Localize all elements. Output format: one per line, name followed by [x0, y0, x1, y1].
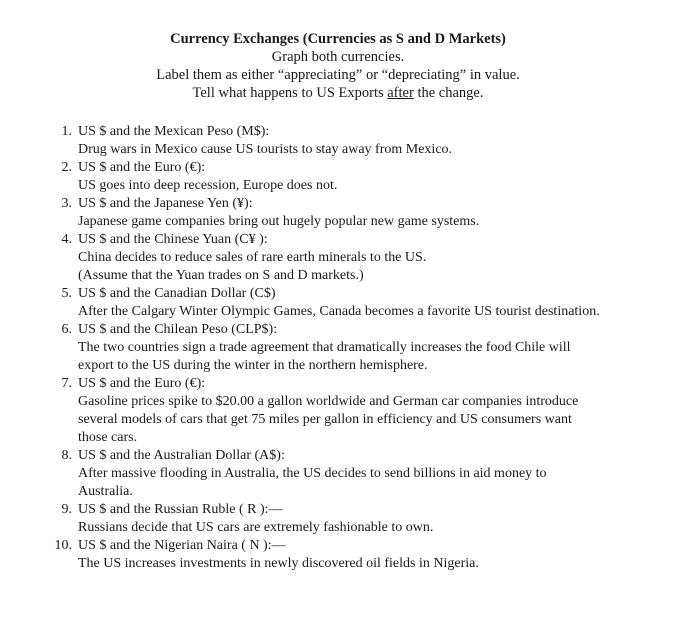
question-body [72, 321, 680, 375]
question-number: 3. [61, 196, 72, 211]
question-scenario-line: After the Calgary Winter Olympic Games, Canada becomes a favorite US tourist destination. [78, 304, 600, 319]
question-heading: US $ and the Mexican Peso (M$): [78, 124, 270, 139]
question-heading: US $ and the Euro (€): [78, 376, 206, 391]
question-body [72, 123, 680, 159]
question-number: 10. [54, 538, 72, 553]
question-item [20, 285, 680, 321]
question-scenario-line: Japanese game companies bring out hugely popular new game systems. [78, 214, 480, 229]
question-number: 1. [61, 124, 72, 139]
question-heading: US $ and the Chinese Yuan (C¥ ): [78, 232, 268, 247]
question-scenario-line: (Assume that the Yuan trades on S and D markets.) [78, 268, 364, 283]
question-scenario-line: After massive flooding in Australia, the US decides to send billions in aid money to [78, 466, 547, 481]
worksheet-title: Currency Exchanges (Currencies as S and D Markets) [170, 31, 506, 47]
question-body [72, 285, 680, 321]
instruction-exports-before: Tell what happens to US Exports [192, 85, 388, 101]
question-scenario-line: those cars. [78, 430, 138, 445]
question-item [20, 195, 680, 231]
question-item [20, 537, 680, 573]
question-scenario-line: Drug wars in Mexico cause US tourists to stay away from Mexico. [78, 142, 453, 157]
instruction-label: Label them as either “appreciating” or “depreciating” in value. [156, 67, 520, 83]
question-number: 4. [61, 232, 72, 247]
worksheet-header [0, 30, 676, 102]
question-body [72, 195, 680, 231]
question-item [20, 321, 680, 375]
question-scenario-line: several models of cars that get 75 miles per gallon in efficiency and US consumers want [78, 412, 572, 427]
question-scenario-line: The US increases investments in newly discovered oil fields in Nigeria. [78, 556, 479, 571]
instruction-graph: Graph both currencies. [271, 49, 405, 65]
question-item [20, 447, 680, 501]
question-list [20, 123, 680, 573]
question-heading: US $ and the Chilean Peso (CLP$): [78, 322, 278, 337]
question-scenario-line: export to the US during the winter in the northern hemisphere. [78, 358, 428, 373]
question-scenario-line: Gasoline prices spike to $20.00 a gallon worldwide and German car companies introduce [78, 394, 579, 409]
question-item [20, 159, 680, 195]
question-heading: US $ and the Japanese Yen (¥): [78, 196, 253, 211]
instruction-exports-after: the change. [413, 85, 484, 101]
question-body [72, 537, 680, 573]
instruction-exports [0, 84, 676, 102]
question-heading: US $ and the Euro (€): [78, 160, 206, 175]
question-heading: US $ and the Canadian Dollar (C$) [78, 286, 276, 301]
question-number: 6. [61, 322, 72, 337]
question-body [72, 501, 680, 537]
question-item [20, 501, 680, 537]
question-item [20, 375, 680, 447]
question-body [72, 375, 680, 447]
question-heading: US $ and the Australian Dollar (A$): [78, 448, 285, 463]
question-scenario-line: The two countries sign a trade agreement that dramatically increases the food Chile will [78, 340, 571, 355]
question-body [72, 447, 680, 501]
instruction-exports-underlined: after [387, 85, 414, 101]
question-scenario-line: US goes into deep recession, Europe does not. [78, 178, 338, 193]
question-body [72, 159, 680, 195]
question-number: 8. [61, 448, 72, 463]
question-heading: US $ and the Russian Ruble ( R ):— [78, 502, 283, 517]
question-item [20, 123, 680, 159]
question-scenario-line: China decides to reduce sales of rare earth minerals to the US. [78, 250, 427, 265]
question-number: 7. [61, 376, 72, 391]
question-scenario-line: Australia. [78, 484, 133, 499]
question-number: 5. [61, 286, 72, 301]
question-item [20, 231, 680, 285]
question-heading: US $ and the Nigerian Naira ( N ):— [78, 538, 286, 553]
question-body [72, 231, 680, 285]
question-number: 9. [61, 502, 72, 517]
question-number: 2. [61, 160, 72, 175]
question-scenario-line: Russians decide that US cars are extremely fashionable to own. [78, 520, 434, 535]
